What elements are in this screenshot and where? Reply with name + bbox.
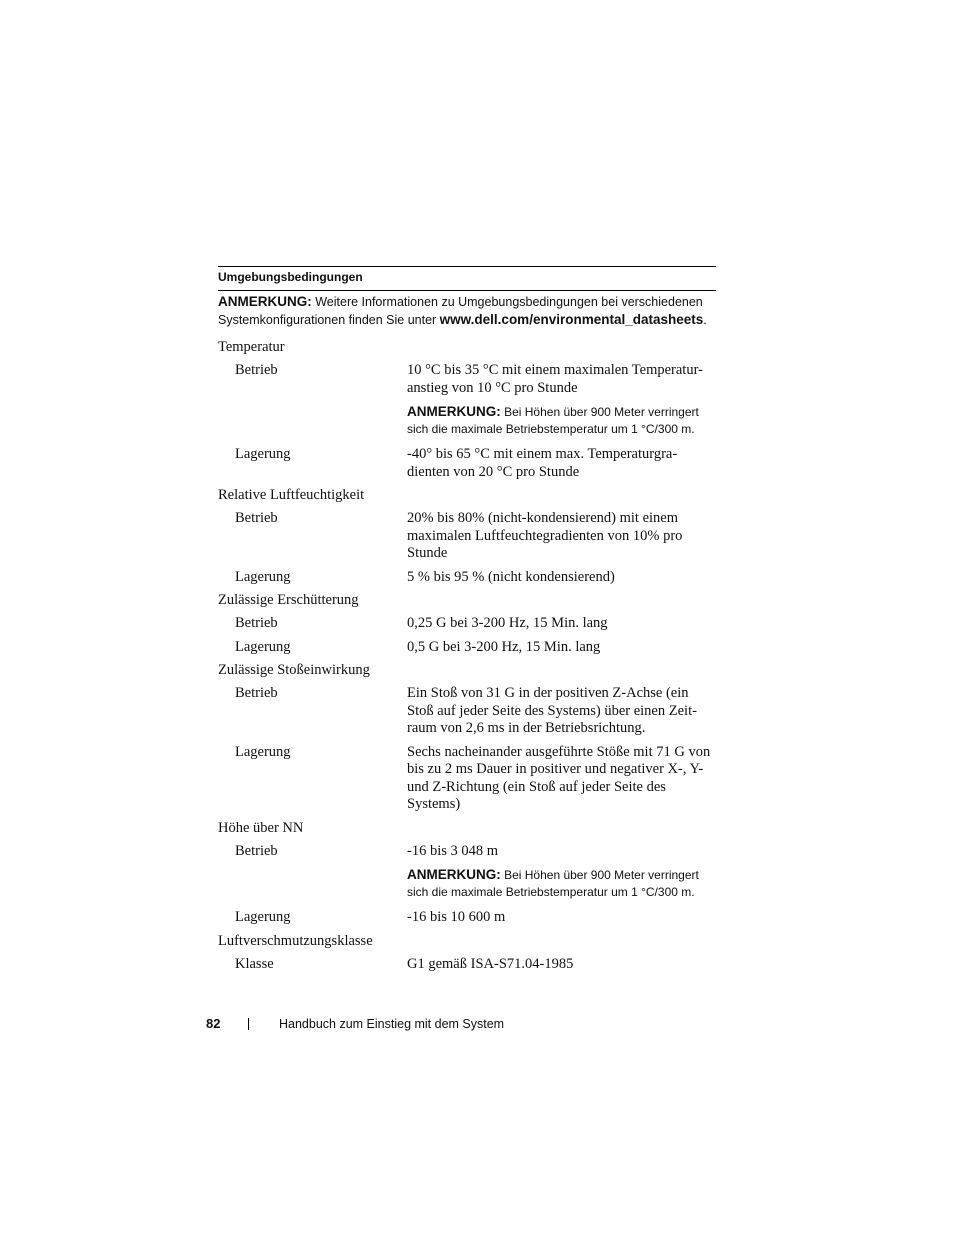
category-heading: Luftverschmutzungsklasse [218,932,373,949]
spec-label: Lagerung [235,638,291,655]
spec-value-cell [407,569,713,587]
spec-row [218,740,716,816]
note-text-end: . [703,313,707,327]
spec-value-cell [407,446,713,481]
spec-label: Lagerung [235,909,291,925]
spec-value: -40° bis 65 °C mit einem max. Temperaturgra-dienten von 20 °C pro Stunde [407,446,678,480]
environment-spec-table [218,266,716,975]
category-heading: Zulässige Erschütterung [218,592,359,608]
spec-value-cell [407,685,713,738]
spec-value-cell [407,510,713,563]
spec-value: 0,5 G bei 3-200 Hz, 15 Min. lang [407,638,601,655]
footer-separator [248,1018,249,1030]
spec-label: Betrieb [235,510,278,526]
spec-value-cell [407,909,713,927]
spec-value: -16 bis 3 048 m [407,842,499,859]
category-heading: Temperatur [218,339,285,355]
spec-note-text: Bei Höhen über 900 Meter verringert sich die maximale Betriebstemperatur um 1 °C/300 m. [407,868,699,899]
spec-row [218,635,716,659]
spec-value-cell [407,615,713,633]
datasheet-link[interactable]: www.dell.com/environmental_datasheets [439,312,704,327]
note-text: Weitere Informationen zu Umgebungsbedingungen bei verschiedenen Systemkonfigurationen finden Sie unter [218,295,703,327]
spec-value: -16 bis 10 600 m [407,909,506,925]
spec-row [218,358,716,442]
spec-note [407,403,713,438]
spec-row [218,905,716,929]
spec-row [218,839,716,906]
section-title: Umgebungsbedingungen [218,270,363,284]
top-note [218,291,716,335]
spec-label: Lagerung [235,568,291,585]
spec-row [218,952,716,976]
spec-value: G1 gemäß ISA-S71.04-1985 [407,955,574,972]
spec-note [407,866,713,901]
spec-row [218,565,716,589]
spec-label: Betrieb [235,362,278,378]
footer-title: Handbuch zum Einstieg mit dem System [279,1016,505,1031]
spec-value: 5 % bis 95 % (nicht kondensierend) [407,568,615,585]
spec-row [218,506,716,565]
spec-label: Betrieb [235,685,278,701]
spec-value: 20% bis 80% (nicht-kondensierend) mit einem maximalen Luftfeuchtegradienten von 10% pro Stunde [407,510,683,561]
spec-rows [218,335,716,975]
spec-note-label: ANMERKUNG: [407,867,501,882]
spec-note-label: ANMERKUNG: [407,404,501,419]
spec-label: Betrieb [235,615,278,631]
spec-label: Betrieb [235,842,278,859]
category-heading: Relative Luftfeuchtigkeit [218,487,365,503]
spec-row [218,611,716,635]
page-footer [206,1016,504,1031]
note-label: ANMERKUNG: [218,294,312,309]
spec-value-cell [407,843,713,904]
spec-value: 10 °C bis 35 °C mit einem maximalen Temperatur-anstieg von 10 °C pro Stunde [407,362,703,396]
spec-value: 0,25 G bei 3-200 Hz, 15 Min. lang [407,615,608,631]
spec-value-cell [407,639,713,657]
spec-label: Lagerung [235,446,291,462]
category-heading: Zulässige Stoßeinwirkung [218,662,370,678]
page-number: 82 [206,1016,221,1031]
spec-note-text: Bei Höhen über 900 Meter verringert sich die maximale Betriebstemperatur um 1 °C/300 m. [407,405,699,436]
spec-label: Lagerung [235,743,291,760]
category-heading: Höhe über NN [218,819,304,836]
spec-value-cell [407,956,713,974]
spec-value: Ein Stoß von 31 G in der positiven Z-Achse (ein Stoß auf jeder Seite des Systems) über einen Zeit-raum von 2,6 ms in der Betriebsrichtung. [407,685,697,736]
spec-row [218,681,716,740]
spec-row [218,442,716,483]
spec-value-cell [407,362,713,440]
spec-value-cell [407,744,713,814]
spec-label: Klasse [235,955,274,972]
spec-value: Sechs nacheinander ausgeführte Stöße mit 71 G von bis zu 2 ms Dauer in positiver und negativer X-, Y- und Z-Richtung (ein Stoß auf jeder Seite des Systems) [407,743,711,812]
